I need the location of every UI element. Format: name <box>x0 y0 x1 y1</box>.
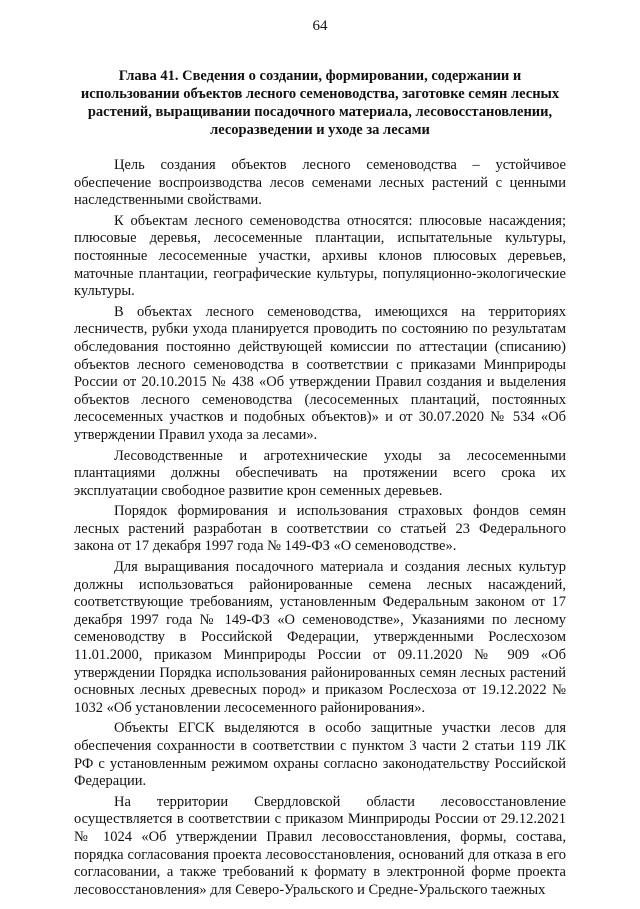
chapter-title: Глава 41. Сведения о создании, формировании, содержании и использовании объектов лесного семеноводства, заготовке семян лесных растений, выращивании посадочного материала, лесовосстановлении, лесоразведении и уходе за лесами <box>80 68 560 138</box>
paragraph: Порядок формирования и использования страховых фондов семян лесных растений разработан в соответствии со статьей 23 Федерального закона от 17 декабря 1997 года № 149-ФЗ «О семеноводстве». <box>74 503 566 555</box>
paragraph: Лесоводственные и агротехнические уходы за лесосеменными плантациями должны обеспечивать на протяжении всего срока их эксплуатации свободное развитие крон семенных деревьев. <box>74 447 566 499</box>
paragraph: К объектам лесного семеноводства относятся: плюсовые насаждения; плюсовые деревья, лесосеменные плантации, испытательные культуры, постоянные лесосеменные участки, архивы клонов плюсовых деревьев, маточные плантации, географические культуры, популяционно-экологические культуры. <box>74 212 566 300</box>
paragraph: Для выращивания посадочного материала и создания лесных культур должны использоваться районированные семена лесных насаждений, соответствующие требованиям, установленным Федеральным законом от 17 декабря 1997 года № 149-ФЗ «О семеноводстве», Указаниями по лесному семеноводству в Российской Федерации, утвержденными Рослесхозом 11.01.2000, приказом Минприроды России от 09.11.2020 № 909 «Об утверждении Порядка использования районированных семян лесных растений основных лесных древесных пород» и приказом Рослесхоза от 19.12.2022 № 1032 «Об установлении лесосеменного районирования». <box>74 559 566 716</box>
page-number: 64 <box>312 18 328 34</box>
paragraph: Цель создания объектов лесного семеноводства – устойчивое обеспечение воспроизводства лесов семенами лесных растений с ценными наследственными свойствами. <box>74 157 566 209</box>
paragraph: В объектах лесного семеноводства, имеющихся на территориях лесничеств, рубки ухода планируется проводить по состоянию по результатам обследования постоянно действующей комиссии по аттестации (списанию) объектов лесного семеноводства в соответствии с приказами Минприроды России от 20.10.2015 № 438 «Об утверждении Правил создания и выделения объектов лесного семеноводства (лесосеменных плантаций, постоянных лесосеменных участков и подобных объектов)» и от 30.07.2020 № 534 «Об утверждении Правил ухода за лесами». <box>74 303 566 443</box>
paragraph: Объекты ЕГСК выделяются в особо защитные участки лесов для обеспечения сохранности в соответствии с пунктом 3 части 2 статьи 119 ЛК РФ с установленным режимом охраны согласно законодательству Российской Федерации. <box>74 720 566 790</box>
paragraph: На территории Свердловской области лесовосстановление осуществляется в соответствии с приказом Минприроды России от 29.12.2021 № 1024 «Об утверждении Правил лесовосстановления, формы, состава, порядка согласования проекта лесовосстановления, оснований для отказа в его согласовании, а также требований к формату в электронной форме проекта лесовосстановления» для Северо-Уральского и Средне-Уральского таежных <box>74 793 566 898</box>
body-text <box>74 157 566 902</box>
